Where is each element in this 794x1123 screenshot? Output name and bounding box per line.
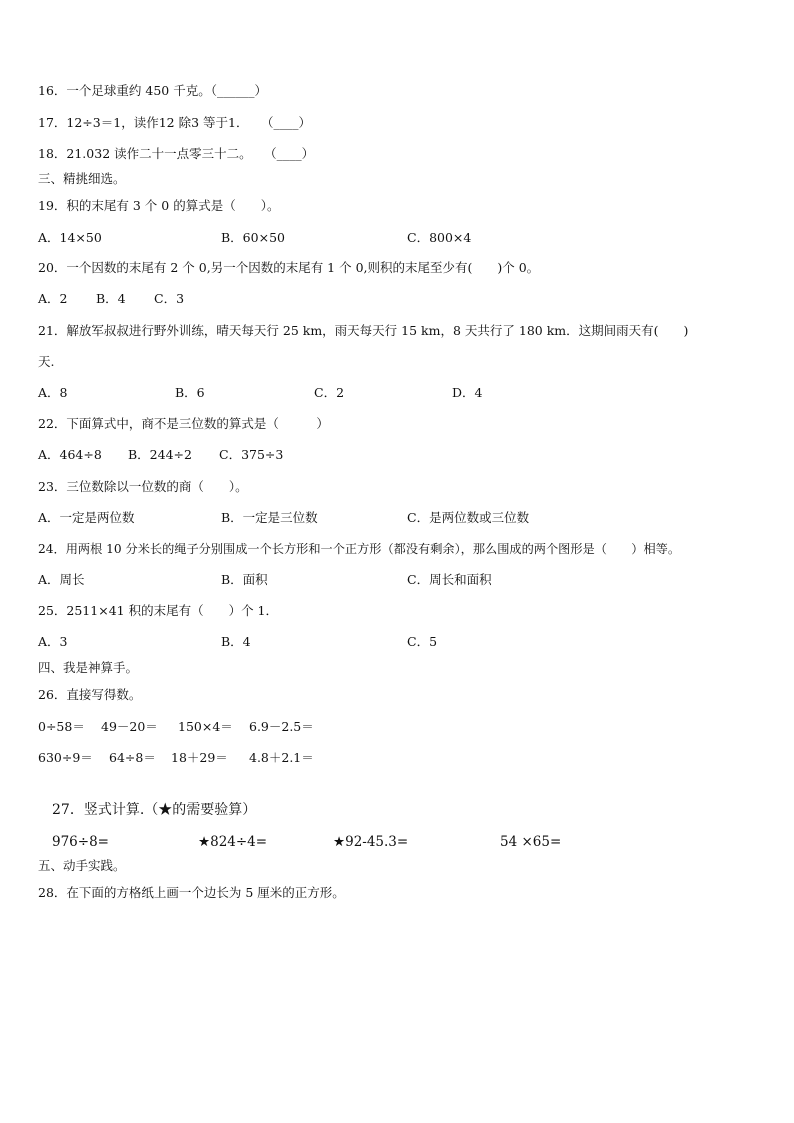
section-heading-3: 三、精挑细选。 — [38, 171, 126, 186]
option-b: B．面积 — [221, 572, 268, 587]
calc-item: 976÷8= — [52, 834, 109, 850]
section-heading-4: 四、我是神算手。 — [38, 660, 139, 675]
option-b: B．4 — [221, 634, 251, 649]
option-c: C．800×4 — [407, 230, 472, 245]
question-25-stem: 25．2511×41 积的末尾有（ ）个 1． — [38, 603, 278, 618]
section-heading-5: 五、动手实践。 — [38, 858, 126, 873]
question-22-stem: 22．下面算式中，商不是三位数的算式是（ ） — [38, 416, 329, 431]
math-item: 18＋29＝ — [171, 750, 228, 765]
question-18: 18．21.032 读作二十一点零三十二。 （____） — [38, 146, 315, 161]
question-21-stem: 21．解放军叔叔进行野外训练，晴天每天行 25 km，雨天每天行 15 km，8 天共行了 180 km．这期间雨天有( ) — [38, 323, 689, 338]
question-28: 28．在下面的方格纸上画一个边长为 5 厘米的正方形。 — [38, 885, 345, 900]
option-b: B．4 — [96, 291, 126, 306]
calc-item: ★92-45.3= — [333, 834, 409, 850]
option-b: B．一定是三位数 — [221, 510, 318, 525]
question-16: 16．一个足球重约 450 千克。（______） — [38, 83, 267, 98]
question-26-stem: 26．直接写得数。 — [38, 687, 142, 702]
math-item: 630÷9＝ — [38, 750, 93, 765]
option-b: B．6 — [175, 385, 205, 400]
math-item: 4.8＋2.1＝ — [249, 750, 314, 765]
question-17: 17．12÷3＝1，读作12 除3 等于1． （____） — [38, 115, 311, 130]
option-c: C．周长和面积 — [407, 572, 492, 587]
question-27-stem: 27．竖式计算.（★的需要验算） — [52, 802, 257, 818]
question-21-stem-continued: 天. — [38, 354, 55, 369]
option-c: C．2 — [314, 385, 345, 400]
math-item: 64÷8＝ — [109, 750, 156, 765]
question-20-stem: 20．一个因数的末尾有 2 个 0,另一个因数的末尾有 1 个 0,则积的末尾至少有( )个 0。 — [38, 260, 540, 275]
option-c: C．375÷3 — [219, 447, 284, 462]
math-item: 49－20＝ — [101, 719, 158, 734]
option-a: A．14×50 — [38, 230, 102, 245]
option-a: A．3 — [38, 634, 68, 649]
calc-item: 54 ×65= — [500, 834, 562, 850]
option-a: A．周长 — [38, 572, 85, 587]
option-c: C．3 — [154, 291, 185, 306]
math-item: 6.9－2.5＝ — [249, 719, 314, 734]
question-19-stem: 19．积的末尾有 3 个 0 的算式是（ ）。 — [38, 198, 280, 213]
calc-item: ★824÷4= — [198, 834, 268, 850]
option-b: B．244÷2 — [128, 447, 192, 462]
math-item: 150×4＝ — [178, 719, 233, 734]
option-a: A．8 — [38, 385, 68, 400]
option-c: C．是两位数或三位数 — [407, 510, 530, 525]
math-item: 0÷58＝ — [38, 719, 85, 734]
option-a: A．464÷8 — [38, 447, 102, 462]
option-c: C．5 — [407, 634, 438, 649]
option-d: D．4 — [452, 385, 483, 400]
option-a: A．一定是两位数 — [38, 510, 135, 525]
option-b: B．60×50 — [221, 230, 285, 245]
question-23-stem: 23．三位数除以一位数的商（ ）。 — [38, 479, 248, 494]
option-a: A．2 — [38, 291, 68, 306]
question-24-stem: 24．用两根 10 分米长的绳子分别围成一个长方形和一个正方形（都没有剩余），那么围成的两个图形是（ ）相等。 — [38, 542, 681, 556]
